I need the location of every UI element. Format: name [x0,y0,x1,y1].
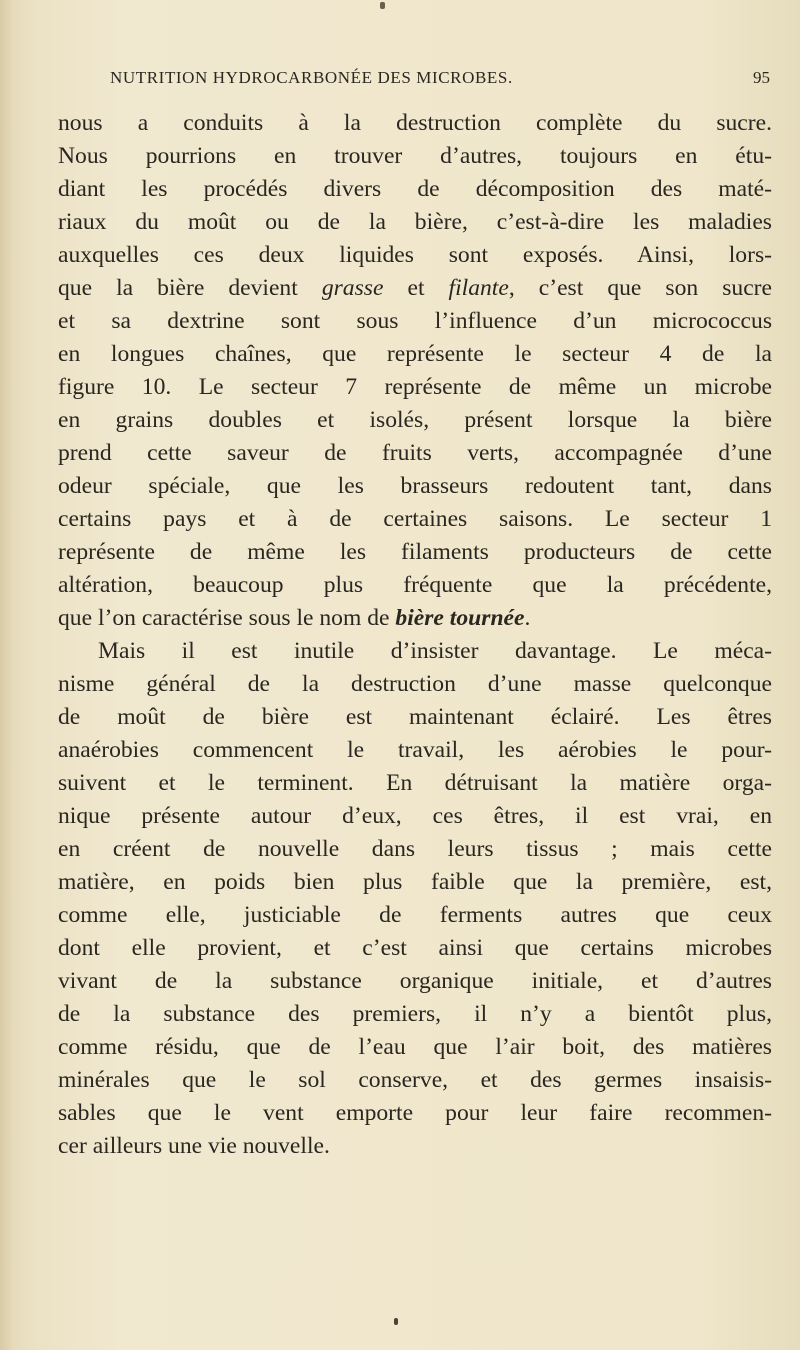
text-line: représente de même les filaments producteurs de cette [58,539,772,565]
text-line: comme résidu, que de l’eau que l’air boit, des matières [58,1034,772,1060]
body-text [58,107,772,1163]
text-line: dont elle provient, et c’est ainsi que certains microbes [58,935,772,961]
text-run: , c’est que son sucre [508,275,772,301]
text-line: prend cette saveur de fruits verts, accompagnée d’une [58,440,772,466]
text-line: Nous pourrions en trouver d’autres, toujours en étu- [58,143,772,169]
text-line: nisme général de la destruction d’une masse quelconque [58,671,772,697]
page-number: 95 [753,68,770,87]
text-run: et [383,275,449,301]
italic-term-filante: filante [448,275,509,301]
text-line: auxquelles ces deux liquides sont exposés. Ainsi, lors- [58,242,772,268]
text-line [58,272,772,305]
text-run: que l’on caractérise sous le nom de [58,605,396,631]
text-line: matière, en poids bien plus faible que la première, est, [58,869,772,895]
ink-speck [380,2,385,9]
text-line: sables que le vent emporte pour leur faire recommen- [58,1100,772,1126]
text-line: en grains doubles et isolés, présent lorsque la bière [58,407,772,433]
text-line [58,602,772,635]
paragraph-end-line: cer ailleurs une vie nouvelle. [58,1133,330,1159]
text-line: suivent et le terminent. En détruisant la matière orga- [58,770,772,796]
text-line: vivant de la substance organique initiale, et d’autres [58,968,772,994]
text-line: riaux du moût ou de la bière, c’est-à-dire les maladies [58,209,772,235]
paragraph-start-line: Mais il est inutile d’insister davantage. Le méca- [98,638,772,664]
text-line: en créent de nouvelle dans leurs tissus ; mais cette [58,836,772,862]
text-line: comme elle, justiciable de ferments autres que ceux [58,902,772,928]
text-line: et sa dextrine sont sous l’influence d’un micrococcus [58,308,772,334]
binding-gutter [0,0,22,1350]
text-line: de moût de bière est maintenant éclairé. Les êtres [58,704,772,730]
text-line: certains pays et à de certaines saisons. Le secteur 1 [58,506,772,532]
text-line: minérales que le sol conserve, et des germes insaisis- [58,1067,772,1093]
ink-speck [394,1318,398,1325]
italic-term-grasse: grasse [321,275,384,301]
text-line: figure 10. Le secteur 7 représente de même un microbe [58,374,772,400]
text-line: en longues chaînes, que représente le secteur 4 de la [58,341,772,367]
text-line: altération, beaucoup plus fréquente que la précédente, [58,572,772,598]
text-line: odeur spéciale, que les brasseurs redoutent tant, dans [58,473,772,499]
text-line: de la substance des premiers, il n’y a bientôt plus, [58,1001,772,1027]
text-line: diant les procédés divers de décomposition des maté- [58,176,772,202]
text-line: nique présente autour d’eux, ces êtres, il est vrai, en [58,803,772,829]
text-line: nous a conduits à la destruction complète du sucre. [58,110,772,136]
running-head: NUTRITION HYDROCARBONÉE DES MICROBES. [110,68,513,87]
page-header [110,68,770,94]
italic-term-biere-tournee: bière tournée [395,605,525,631]
text-line: anaérobies commencent le travail, les aérobies le pour- [58,737,772,763]
text-run: que la bière devient [58,275,322,301]
text-run: . [524,605,531,631]
